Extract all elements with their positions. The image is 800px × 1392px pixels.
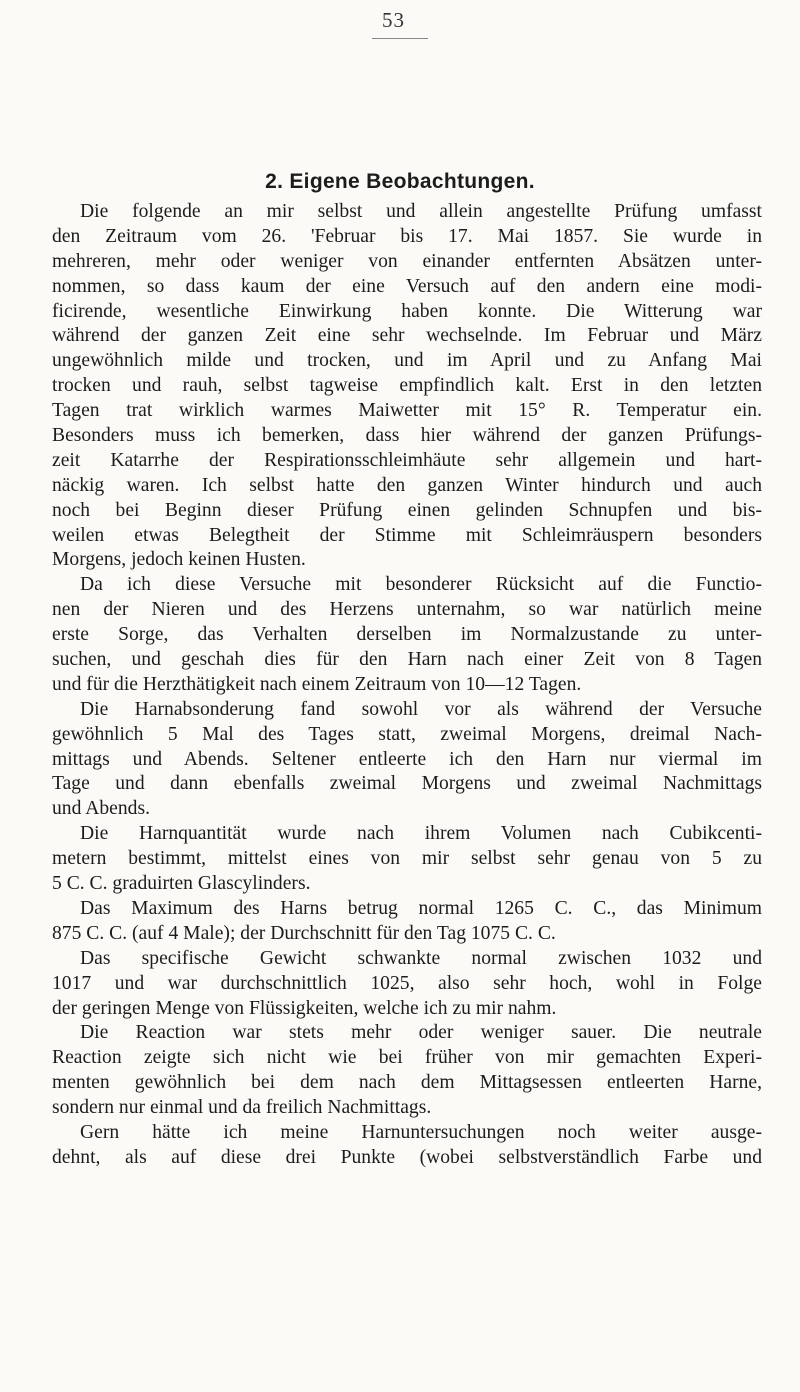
text-line: Besonders muss ich bemerken, dass hier während der ganzen Prüfungs- — [52, 425, 762, 447]
text-line: und Abends. — [52, 798, 150, 820]
text-line: Das specifische Gewicht schwankte normal zwischen 1032 und — [80, 947, 762, 969]
text-line: dehnt, als auf diese drei Punkte (wobei selbstverständlich Farbe und — [52, 1146, 762, 1168]
text-line: weilen etwas Belegtheit der Stimme mit Schleimräuspern besonders — [52, 524, 762, 546]
text-line: ficirende, wesentliche Einwirkung haben konnte. Die Witterung war — [52, 300, 762, 322]
text-line: mehreren, mehr oder weniger von einander entfernten Absätzen unter- — [52, 250, 762, 272]
text-line: Die Harnabsonderung fand sowohl vor als während der Versuche — [80, 698, 762, 720]
text-line: noch bei Beginn dieser Prüfung einen gelinden Schnupfen und bis- — [52, 499, 762, 521]
text-line: menten gewöhnlich bei dem nach dem Mittagsessen entleerten Harne, — [52, 1072, 762, 1094]
text-line: Morgens, jedoch keinen Husten. — [52, 549, 306, 571]
text-line: näckig waren. Ich selbst hatte den ganzen Winter hindurch und auch — [52, 474, 762, 496]
text-line: und für die Herzthätigkeit nach einem Zeitraum von 10—12 Tagen. — [52, 673, 582, 695]
text-line: sondern nur einmal und da freilich Nachmittags. — [52, 1097, 432, 1119]
text-line: den Zeitraum vom 26. 'Februar bis 17. Mai 1857. Sie wurde in — [52, 225, 762, 247]
text-line: Die Reaction war stets mehr oder weniger sauer. Die neutrale — [80, 1022, 762, 1044]
text-line: Das Maximum des Harns betrug normal 1265 C. C., das Minimum — [80, 897, 762, 919]
text-line: 875 C. C. (auf 4 Male); der Durchschnitt für den Tag 1075 C. C. — [52, 922, 556, 944]
text-line: Die Harnquantität wurde nach ihrem Volumen nach Cubikcenti- — [80, 823, 762, 845]
text-line: 5 C. C. graduirten Glascylinders. — [52, 873, 311, 895]
text-line: der geringen Menge von Flüssigkeiten, welche ich zu mir nahm. — [52, 997, 557, 1019]
text-line: Die folgende an mir selbst und allein angestellte Prüfung umfasst — [80, 201, 762, 222]
text-line: erste Sorge, das Verhalten derselben im Normalzustande zu unter- — [52, 624, 762, 646]
section-heading: 2. Eigene Beobachtungen. — [265, 170, 535, 193]
page-number: 53 — [382, 8, 405, 32]
text-line: zeit Katarrhe der Respirationsschleimhäute sehr allgemein und hart- — [52, 449, 762, 471]
text-line: Da ich diese Versuche mit besonderer Rücksicht auf die Functio- — [80, 574, 762, 596]
text-line: 1017 und war durchschnittlich 1025, also sehr hoch, wohl in Folge — [52, 972, 762, 994]
text-line: mittags und Abends. Seltener entleerte ich den Harn nur viermal im — [52, 748, 762, 770]
text-line: während der ganzen Zeit eine sehr wechselnde. Im Februar und März — [52, 325, 762, 347]
text-line: Tage und dann ebenfalls zweimal Morgens und zweimal Nachmittags — [52, 773, 762, 795]
body-text — [52, 200, 762, 1171]
text-line: metern bestimmt, mittelst eines von mir selbst sehr genau von 5 zu — [52, 848, 762, 870]
text-line: nommen, so dass kaum der eine Versuch auf den andern eine modi- — [52, 275, 762, 297]
text-line: Tagen trat wirklich warmes Maiwetter mit 15° R. Temperatur ein. — [52, 400, 762, 422]
page-number-rule — [372, 38, 428, 39]
text-line: nen der Nieren und des Herzens unternahm, so war natürlich meine — [52, 599, 762, 621]
text-line: Gern hätte ich meine Harnuntersuchungen noch weiter ausge- — [80, 1121, 762, 1143]
text-line: Reaction zeigte sich nicht wie bei früher von mir gemachten Experi- — [52, 1047, 762, 1069]
text-line: ungewöhnlich milde und trocken, und im April und zu Anfang Mai — [52, 350, 762, 372]
text-line: suchen, und geschah dies für den Harn nach einer Zeit von 8 Tagen — [52, 649, 762, 671]
text-line: gewöhnlich 5 Mal des Tages statt, zweimal Morgens, dreimal Nach- — [52, 723, 762, 745]
text-line: trocken und rauh, selbst tagweise empfindlich kalt. Erst in den letzten — [52, 375, 762, 397]
